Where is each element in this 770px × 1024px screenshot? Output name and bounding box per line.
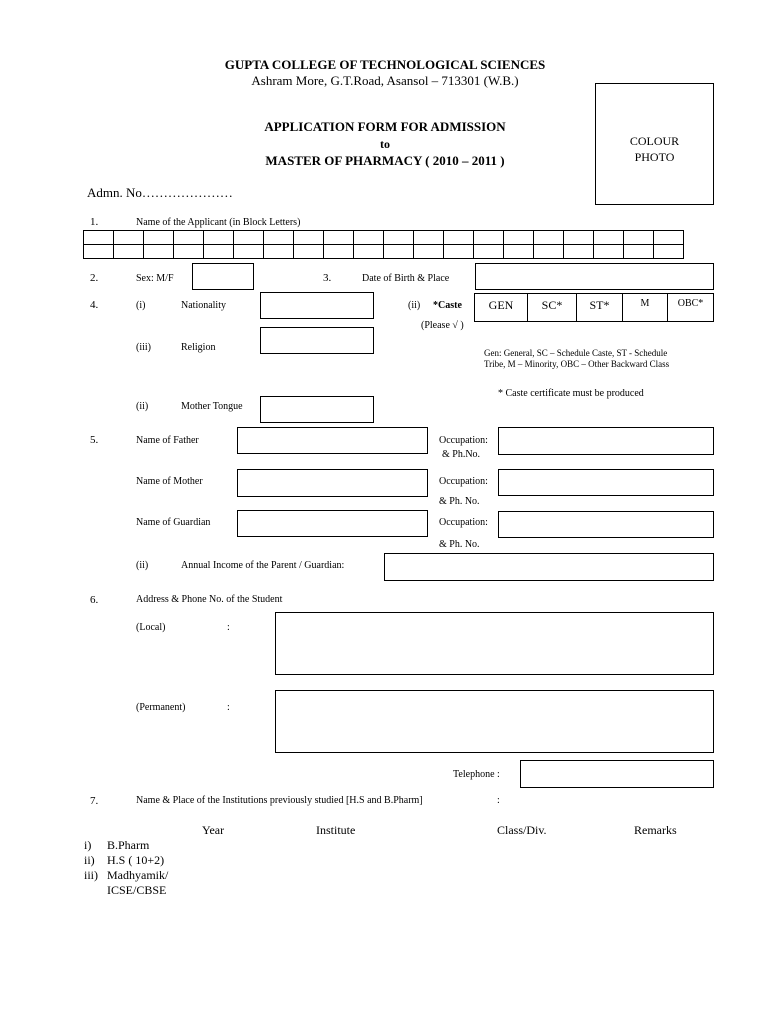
- address-label: Address & Phone No. of the Student: [136, 594, 283, 605]
- guardian-name-label: Name of Guardian: [136, 517, 211, 528]
- row-3-icse-cbse: ICSE/CBSE: [107, 883, 167, 897]
- admission-number: Admn. No…………………: [87, 185, 233, 200]
- permanent-address-label: (Permanent): [136, 702, 186, 713]
- q6-number: 6.: [90, 594, 99, 606]
- father-phone-label: & Ph.No.: [442, 449, 481, 460]
- father-name-input[interactable]: [237, 427, 428, 454]
- q3-number: 3.: [323, 272, 332, 284]
- form-title-to: to: [380, 137, 390, 151]
- sex-label: Sex: M/F: [136, 273, 174, 284]
- q7-number: 7.: [90, 795, 99, 807]
- q5-ii: (ii): [136, 560, 149, 571]
- nationality-input[interactable]: [260, 292, 374, 319]
- local-address-label: (Local): [136, 622, 166, 633]
- local-address-input[interactable]: [275, 612, 714, 675]
- photo-label-1: COLOUR: [629, 134, 680, 148]
- q5-number: 5.: [90, 434, 99, 446]
- nationality-label: Nationality: [181, 300, 226, 311]
- institutions-colon: :: [497, 795, 500, 806]
- q4-i: (i): [136, 300, 146, 311]
- local-colon: :: [227, 622, 230, 633]
- row-1-index: i): [84, 838, 92, 852]
- colour-photo-box[interactable]: [595, 83, 714, 205]
- father-occupation-label: Occupation:: [439, 435, 488, 446]
- annual-income-input[interactable]: [384, 553, 714, 581]
- telephone-label: Telephone :: [453, 769, 500, 780]
- college-address: Ashram More, G.T.Road, Asansol – 713301 (W.B.): [251, 73, 519, 88]
- q1-number: 1.: [90, 216, 99, 228]
- father-name-label: Name of Father: [136, 435, 199, 446]
- form-title: APPLICATION FORM FOR ADMISSION: [264, 119, 506, 134]
- applicant-name-grid[interactable]: [83, 230, 684, 259]
- q4-ii-caste: (ii): [408, 300, 421, 311]
- col-year: Year: [202, 823, 225, 837]
- row-3-index: iii): [84, 868, 98, 882]
- institutions-label: Name & Place of the Institutions previously studied [H.S and B.Pharm]: [136, 795, 423, 806]
- father-occupation-input[interactable]: [498, 427, 714, 455]
- photo-label-2: PHOTO: [634, 150, 675, 164]
- religion-label: Religion: [181, 342, 216, 353]
- mother-phone-label: & Ph. No.: [439, 496, 480, 507]
- name-grid-row-2[interactable]: [84, 245, 684, 259]
- religion-input[interactable]: [260, 327, 374, 354]
- caste-sc-box[interactable]: SC*: [527, 293, 577, 322]
- caste-note-2: Tribe, M – Minority, OBC – Other Backward Class: [484, 359, 670, 369]
- permanent-address-input[interactable]: [275, 690, 714, 753]
- mother-occupation-input[interactable]: [498, 469, 714, 496]
- course-title: MASTER OF PHARMACY ( 2010 – 2011 ): [265, 153, 505, 168]
- q4-ii-mother-tongue: (ii): [136, 401, 149, 412]
- permanent-colon: :: [227, 702, 230, 713]
- row-2-hs: H.S ( 10+2): [107, 853, 165, 867]
- q2-number: 2.: [90, 272, 99, 284]
- q4-number: 4.: [90, 299, 99, 311]
- q4-iii: (iii): [136, 342, 151, 353]
- caste-st-box[interactable]: ST*: [576, 293, 623, 322]
- guardian-occupation-input[interactable]: [498, 511, 714, 538]
- caste-label: *Caste: [433, 300, 462, 311]
- row-3-madhyamik: Madhyamik/: [107, 868, 169, 882]
- guardian-phone-label: & Ph. No.: [439, 539, 480, 550]
- dob-place-label: Date of Birth & Place: [362, 273, 450, 284]
- row-1-bpharm: B.Pharm: [107, 838, 150, 852]
- sex-input[interactable]: [192, 263, 254, 290]
- college-name: GUPTA COLLEGE OF TECHNOLOGICAL SCIENCES: [224, 57, 546, 72]
- guardian-occupation-label: Occupation:: [439, 517, 488, 528]
- guardian-name-input[interactable]: [237, 510, 428, 537]
- caste-gen-box[interactable]: GEN: [474, 293, 528, 322]
- annual-income-label: Annual Income of the Parent / Guardian:: [181, 560, 345, 571]
- row-2-index: ii): [84, 853, 95, 867]
- mother-tongue-input[interactable]: [260, 396, 374, 423]
- name-grid-row-1[interactable]: [84, 231, 684, 245]
- dob-place-input[interactable]: [475, 263, 714, 290]
- caste-obc-box[interactable]: OBC*: [667, 293, 714, 322]
- mother-tongue-label: Mother Tongue: [181, 401, 243, 412]
- col-institute: Institute: [316, 823, 356, 837]
- col-remarks: Remarks: [634, 823, 677, 837]
- col-class-div: Class/Div.: [497, 823, 547, 837]
- telephone-input[interactable]: [520, 760, 714, 788]
- mother-name-label: Name of Mother: [136, 476, 203, 487]
- please-tick-note: (Please √ ): [421, 320, 464, 331]
- caste-certificate-note: * Caste certificate must be produced: [498, 388, 644, 399]
- mother-occupation-label: Occupation:: [439, 476, 488, 487]
- applicant-name-label: Name of the Applicant (in Block Letters): [136, 217, 301, 228]
- caste-minority-box[interactable]: M: [622, 293, 668, 322]
- caste-note-1: Gen: General, SC – Schedule Caste, ST - Schedule: [484, 348, 668, 358]
- mother-name-input[interactable]: [237, 469, 428, 497]
